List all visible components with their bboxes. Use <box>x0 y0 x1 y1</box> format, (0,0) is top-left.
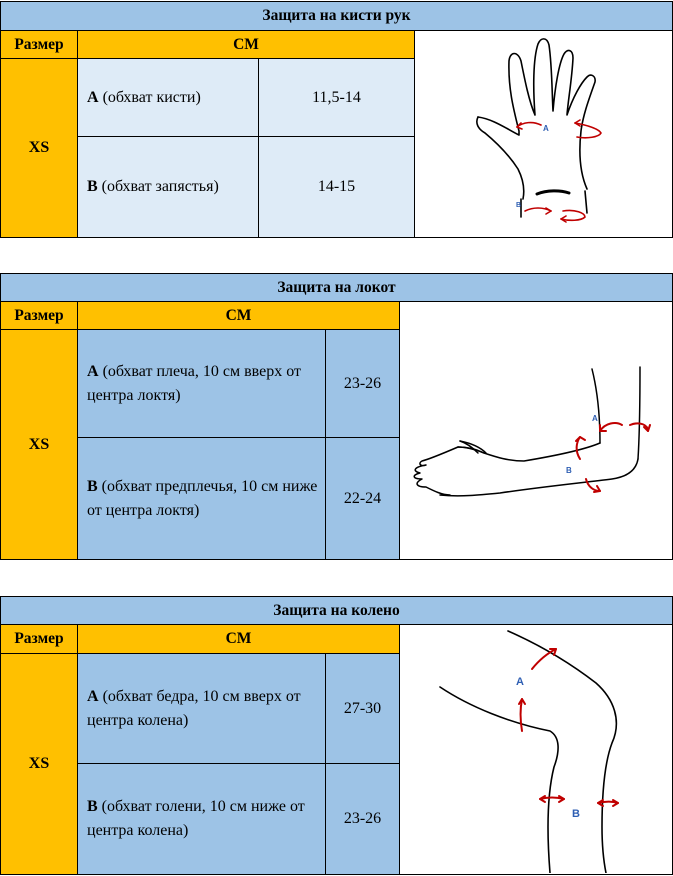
hand-table-title: Защита на кисти рук <box>1 2 673 31</box>
measure-b-desc: (обхват запястья) <box>101 178 219 195</box>
size-header: Размер <box>1 302 78 330</box>
measure-b-desc: (обхват предплечья, 10 см ниже от центра локтя) <box>87 477 318 519</box>
size-value: XS <box>1 654 78 875</box>
unit-header: СМ <box>78 31 415 59</box>
size-value: XS <box>1 59 78 238</box>
hand-diagram <box>415 31 671 237</box>
elbow-marker-b: B <box>566 465 572 475</box>
elbow-marker-a: A <box>592 413 598 423</box>
size-value: XS <box>1 330 78 560</box>
measure-b-letter: B <box>87 798 98 815</box>
unit-header: СМ <box>78 625 400 654</box>
hand-illustration-cell <box>415 31 673 238</box>
knee-illustration-cell <box>400 625 673 875</box>
measure-b-desc: (обхват голени, 10 см ниже от центра колена) <box>87 798 305 839</box>
elbow-diagram <box>400 303 671 559</box>
measure-a-desc: (обхват бедра, 10 см вверх от центра колена) <box>87 687 301 729</box>
hand-marker-b: B <box>516 202 522 209</box>
measure-b-value: 14-15 <box>259 137 415 238</box>
measure-a-letter: A <box>87 687 99 705</box>
measure-a-label <box>78 330 326 438</box>
measure-b-value: 22-24 <box>326 438 400 560</box>
unit-header: СМ <box>78 302 400 330</box>
elbow-table-title: Защита на локот <box>1 274 673 302</box>
measure-b-label <box>78 137 259 238</box>
measure-a-value: 27-30 <box>326 654 400 764</box>
size-header: Размер <box>1 625 78 654</box>
elbow-size-table <box>0 273 673 560</box>
measure-b-label <box>78 764 326 875</box>
measure-b-label <box>78 438 326 560</box>
knee-diagram <box>400 627 671 873</box>
elbow-illustration-cell <box>400 302 673 560</box>
measure-b-letter: B <box>87 178 98 195</box>
knee-table-title: Защита на колено <box>1 597 673 625</box>
knee-marker-b: B <box>572 807 580 820</box>
knee-size-table <box>0 596 673 875</box>
measure-a-value: 11,5-14 <box>259 59 415 137</box>
measure-a-letter: A <box>87 88 99 106</box>
measure-b-letter: B <box>87 477 98 495</box>
hand-marker-a: A <box>543 124 549 133</box>
measure-a-label <box>78 654 326 764</box>
measure-a-value: 23-26 <box>326 330 400 438</box>
knee-marker-a: A <box>516 675 524 688</box>
measure-a-label <box>78 59 259 137</box>
hand-size-table <box>0 1 673 238</box>
measure-a-desc: (обхват плеча, 10 см вверх от центра локтя) <box>87 362 301 404</box>
measure-b-value: 23-26 <box>326 764 400 875</box>
measure-a-letter: A <box>87 362 99 380</box>
size-header: Размер <box>1 31 78 59</box>
measure-a-desc: (обхват кисти) <box>102 88 201 106</box>
